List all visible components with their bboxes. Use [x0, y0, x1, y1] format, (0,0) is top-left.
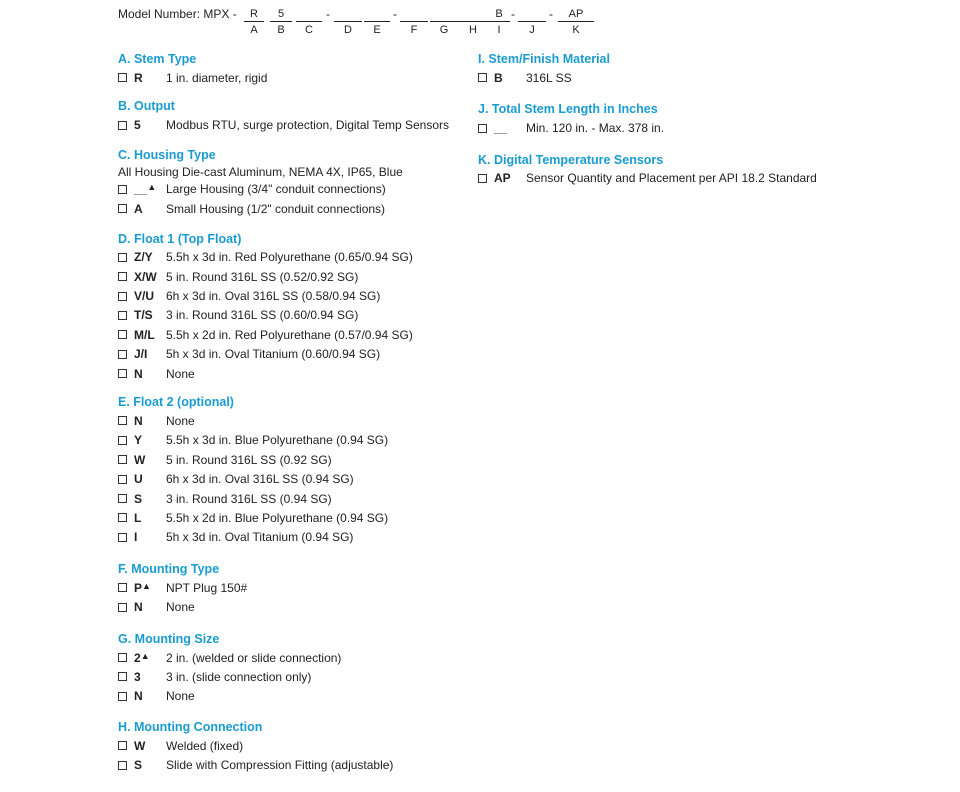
checkbox[interactable] — [118, 653, 127, 662]
checkbox[interactable] — [118, 292, 127, 301]
section-h — [118, 719, 478, 775]
option-row[interactable] — [118, 431, 478, 450]
model-slot-c — [296, 7, 322, 37]
option-row[interactable] — [118, 248, 478, 267]
checkbox[interactable] — [118, 692, 127, 701]
model-slot-value — [334, 7, 362, 22]
right-column — [478, 51, 898, 188]
option-code-text: 2 — [134, 650, 141, 665]
option-description: 3 in. Round 316L SS (0.94 SG) — [166, 491, 332, 506]
option-row[interactable] — [118, 687, 478, 706]
option-code-text: __ — [134, 182, 148, 197]
section-i — [478, 51, 898, 87]
section-g — [118, 631, 478, 706]
model-slot-a — [244, 7, 264, 37]
model-slot-value — [458, 7, 488, 22]
option-row[interactable] — [118, 68, 478, 87]
option-description: 5 in. Round 316L SS (0.52/0.92 SG) — [166, 269, 359, 284]
option-code — [494, 71, 526, 85]
model-slot-letter: E — [373, 24, 381, 36]
option-description: 6h x 3d in. Oval 316L SS (0.94 SG) — [166, 472, 354, 487]
model-slot-value — [518, 7, 546, 22]
option-code-text: J/I — [134, 347, 148, 362]
option-code — [134, 492, 166, 506]
checkbox[interactable] — [118, 272, 127, 281]
option-description: 5 in. Round 316L SS (0.92 SG) — [166, 452, 332, 467]
model-slot-j — [518, 7, 546, 37]
checkbox[interactable] — [118, 513, 127, 522]
model-slot-letter: J — [529, 24, 535, 36]
checkbox[interactable] — [118, 494, 127, 503]
option-description: 1 in. diameter, rigid — [166, 70, 268, 85]
model-slot-value — [296, 7, 322, 22]
option-description: 6h x 3d in. Oval 316L SS (0.58/0.94 SG) — [166, 289, 381, 304]
model-slot-g — [430, 7, 458, 37]
option-code — [134, 308, 166, 322]
option-description: None — [166, 600, 195, 615]
option-description: 5.5h x 3d in. Blue Polyurethane (0.94 SG) — [166, 433, 389, 448]
model-slot-value: AP — [558, 7, 594, 22]
triangle-icon: ▲ — [140, 650, 150, 661]
checkbox[interactable] — [478, 174, 487, 183]
option-description: 5.5h x 3d in. Red Polyurethane (0.65/0.94 SG) — [166, 250, 413, 265]
option-code-text: N — [134, 600, 143, 615]
section-a — [118, 51, 478, 87]
option-description: Sensor Quantity and Placement per API 18.2 Standard — [526, 171, 817, 186]
option-code-text: T/S — [134, 308, 153, 323]
model-slot-letter: I — [497, 24, 501, 36]
option-code — [134, 758, 166, 772]
triangle-icon: ▲ — [142, 580, 151, 591]
option-description: 5h x 3d in. Oval Titanium (0.94 SG) — [166, 530, 354, 545]
option-code — [134, 202, 166, 216]
option-code — [134, 433, 166, 447]
checkbox[interactable] — [118, 533, 127, 542]
option-code-text: Z/Y — [134, 250, 153, 265]
checkbox[interactable] — [118, 436, 127, 445]
section-e — [118, 394, 478, 547]
option-row[interactable] — [118, 667, 478, 686]
model-dash: - — [549, 7, 553, 21]
option-row[interactable] — [118, 115, 478, 134]
option-description: 5.5h x 2d in. Blue Polyurethane (0.94 SG) — [166, 510, 389, 525]
option-code-text: N — [134, 413, 143, 428]
section-heading: F. Mounting Type — [118, 562, 220, 577]
checkbox[interactable] — [478, 124, 487, 133]
model-slot-value — [430, 7, 458, 22]
model-slot-h — [458, 7, 488, 37]
model-dash: - — [393, 7, 397, 21]
option-code-text: M/L — [134, 327, 155, 342]
option-code — [134, 347, 166, 361]
section-heading: E. Float 2 (optional) — [118, 395, 234, 410]
option-code-text: I — [134, 530, 138, 545]
section-note: All Housing Die-cast Aluminum, NEMA 4X, IP65, Blue — [118, 164, 403, 179]
checkbox[interactable] — [118, 583, 127, 592]
option-description: Min. 120 in. - Max. 378 in. — [526, 121, 665, 136]
option-code — [134, 118, 166, 132]
model-number-label: Model Number: MPX - — [118, 7, 237, 21]
option-row[interactable] — [118, 450, 478, 469]
option-row[interactable] — [118, 528, 478, 547]
section-heading: A. Stem Type — [118, 52, 197, 66]
model-slot-i — [488, 7, 510, 37]
checkbox[interactable] — [118, 761, 127, 770]
option-code-text: R — [134, 70, 143, 85]
option-row[interactable] — [118, 578, 478, 597]
option-code-text: N — [134, 366, 143, 381]
option-code — [134, 472, 166, 486]
option-code-text: S — [134, 491, 143, 506]
section-heading: K. Digital Temperature Sensors — [478, 152, 664, 167]
option-code-text: V/U — [134, 289, 155, 304]
option-code-text: B — [494, 70, 503, 85]
checkbox[interactable] — [118, 475, 127, 484]
model-slot-value — [364, 7, 390, 22]
section-heading: B. Output — [118, 99, 175, 114]
checkbox[interactable] — [118, 369, 127, 378]
option-code — [134, 739, 166, 753]
option-row[interactable] — [118, 267, 478, 286]
section-heading: C. Housing Type — [118, 147, 216, 162]
model-slot-d — [334, 7, 362, 37]
option-code — [134, 511, 166, 525]
option-row[interactable] — [118, 199, 478, 218]
model-slot-k — [558, 7, 594, 37]
option-code-text: AP — [494, 171, 511, 186]
model-dash: - — [511, 7, 515, 21]
option-code — [134, 453, 166, 467]
option-row[interactable] — [118, 411, 478, 430]
model-slot-letter: G — [439, 24, 449, 36]
option-description: None — [166, 366, 195, 381]
option-description: Welded (fixed) — [166, 738, 244, 753]
option-row[interactable] — [118, 180, 478, 199]
option-code-text: U — [134, 472, 143, 487]
option-code — [494, 171, 526, 185]
option-code-text: X/W — [134, 269, 157, 284]
option-description: Small Housing (1/2" conduit connections) — [166, 201, 386, 216]
option-row[interactable] — [118, 648, 478, 667]
checkbox[interactable] — [118, 603, 127, 612]
option-description: Large Housing (3/4" conduit connections) — [166, 182, 386, 197]
checkbox[interactable] — [118, 204, 127, 213]
option-code-text: Y — [134, 433, 143, 448]
option-description: Slide with Compression Fitting (adjustable) — [166, 758, 394, 773]
option-description: NPT Plug 150# — [166, 580, 248, 595]
option-description: 3 in. Round 316L SS (0.60/0.94 SG) — [166, 308, 359, 323]
option-row[interactable] — [118, 755, 478, 774]
model-slot-letter: K — [572, 24, 580, 36]
model-slot-letter: C — [305, 24, 313, 36]
checkbox[interactable] — [118, 350, 127, 359]
section-heading: J. Total Stem Length in Inches — [478, 102, 658, 117]
option-row[interactable] — [118, 489, 478, 508]
checkbox[interactable] — [118, 455, 127, 464]
checkbox[interactable] — [118, 741, 127, 750]
section-heading: D. Float 1 (Top Float) — [118, 231, 242, 246]
option-code-text: 3 — [134, 669, 141, 684]
checkbox[interactable] — [118, 416, 127, 425]
option-code-text: L — [134, 510, 142, 525]
option-row[interactable] — [118, 306, 478, 325]
option-code-text: 5 — [134, 118, 141, 133]
option-code — [134, 367, 166, 381]
option-description: 3 in. (slide connection only) — [166, 669, 312, 684]
option-code-text: S — [134, 758, 143, 773]
section-heading: I. Stem/Finish Material — [478, 52, 610, 66]
option-row[interactable] — [118, 364, 478, 383]
option-code — [134, 581, 166, 595]
model-dash: - — [326, 7, 330, 21]
option-row[interactable] — [118, 469, 478, 488]
option-description: 316L SS — [526, 70, 572, 85]
option-description: None — [166, 413, 195, 428]
section-c — [118, 147, 478, 219]
model-slot-letter: H — [469, 24, 477, 36]
section-j — [478, 101, 898, 137]
option-code — [134, 670, 166, 684]
option-code — [494, 121, 526, 135]
section-d — [118, 231, 478, 384]
option-row[interactable] — [478, 118, 898, 137]
checkbox[interactable] — [478, 73, 487, 82]
option-code-text: N — [134, 689, 143, 704]
model-slot-b — [270, 7, 292, 37]
option-code — [134, 600, 166, 614]
section-k — [478, 152, 898, 188]
model-slot-value: 5 — [270, 7, 292, 22]
section-b — [118, 98, 478, 134]
option-code — [134, 530, 166, 544]
option-code — [134, 270, 166, 284]
option-code — [134, 250, 166, 264]
checkbox[interactable] — [118, 121, 127, 130]
checkbox[interactable] — [118, 185, 127, 194]
model-slot-value: R — [244, 7, 264, 22]
option-description: 2 in. (welded or slide connection) — [166, 650, 342, 665]
option-code — [134, 328, 166, 342]
option-row[interactable] — [118, 345, 478, 364]
option-row[interactable] — [118, 508, 478, 527]
section-heading: H. Mounting Connection — [118, 719, 263, 734]
triangle-icon: ▲ — [147, 182, 157, 193]
model-slot-e — [364, 7, 390, 37]
model-slot-value — [400, 7, 428, 22]
left-column — [118, 51, 478, 775]
option-code-text: W — [134, 452, 146, 467]
option-code — [134, 71, 166, 85]
checkbox[interactable] — [118, 311, 127, 320]
option-code-text: __ — [494, 121, 508, 136]
checkbox[interactable] — [118, 330, 127, 339]
option-row[interactable] — [118, 597, 478, 616]
model-slot-letter: A — [250, 24, 258, 36]
option-code-text: W — [134, 738, 146, 753]
option-description: 5.5h x 2d in. Red Polyurethane (0.57/0.94 SG) — [166, 327, 413, 342]
option-description: 5h x 3d in. Oval Titanium (0.60/0.94 SG) — [166, 347, 381, 362]
section-heading: G. Mounting Size — [118, 631, 220, 646]
option-code-text: P — [134, 580, 143, 595]
option-row[interactable] — [478, 169, 898, 188]
option-code-text: A — [134, 201, 143, 216]
option-code — [134, 182, 166, 196]
option-row[interactable] — [118, 286, 478, 305]
model-slot-letter: F — [410, 24, 418, 36]
checkbox[interactable] — [118, 672, 127, 681]
option-description: Modbus RTU, surge protection, Digital Temp Sensors — [166, 118, 450, 133]
option-row[interactable] — [118, 736, 478, 755]
option-code — [134, 651, 166, 665]
option-description: None — [166, 689, 195, 704]
option-row[interactable] — [478, 68, 898, 87]
checkbox[interactable] — [118, 253, 127, 262]
option-code — [134, 289, 166, 303]
model-slot-letter: D — [344, 24, 352, 36]
option-row[interactable] — [118, 325, 478, 344]
model-slot-letter: B — [277, 24, 285, 36]
option-code — [134, 414, 166, 428]
model-slot-f — [400, 7, 428, 37]
option-code — [134, 689, 166, 703]
model-slot-value: B — [488, 7, 510, 22]
checkbox[interactable] — [118, 73, 127, 82]
section-f — [118, 561, 478, 617]
